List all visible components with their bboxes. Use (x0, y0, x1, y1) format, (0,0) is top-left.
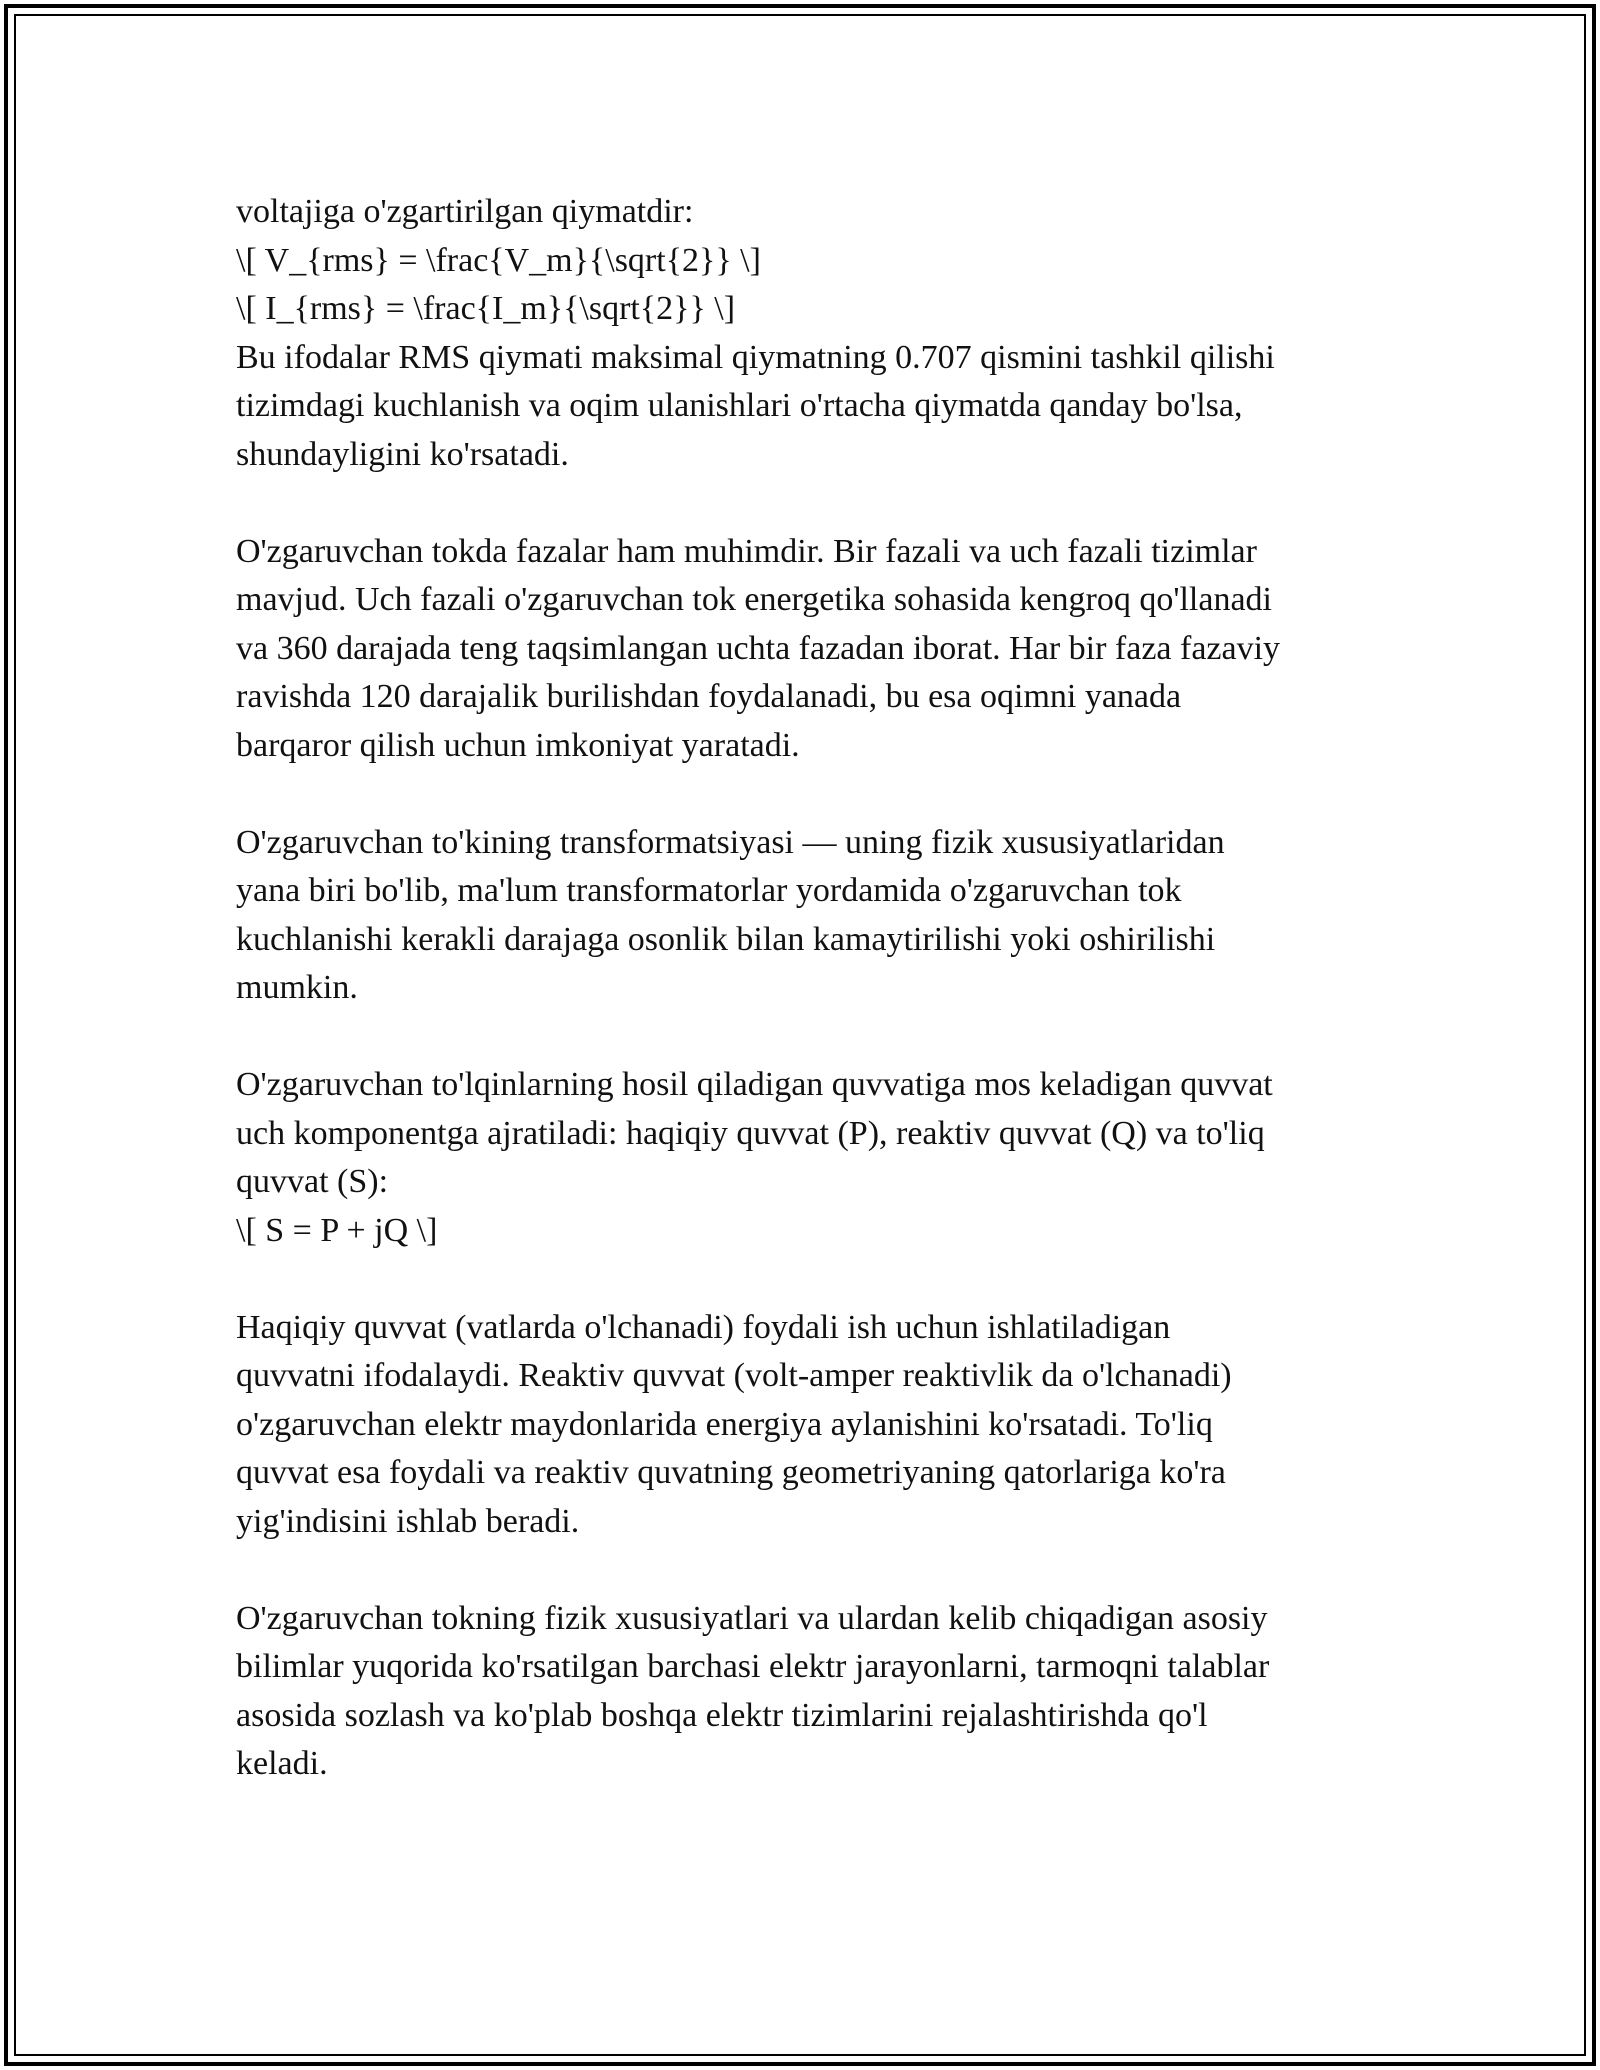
text-line: o'zgaruvchan elektr maydonlarida energiya aylanishini ko'rsatadi. To'liq (236, 1405, 1213, 1443)
paragraph (236, 1061, 1376, 1255)
text-line: \[ S = P + jQ \] (236, 1211, 438, 1249)
text-line: barqaror qilish uchun imkoniyat yaratadi. (236, 726, 800, 764)
text-line: mavjud. Uch fazali o'zgaruvchan tok energetika sohasida kengroq qo'llanadi (236, 581, 1272, 618)
text-line: mumkin. (236, 969, 358, 1006)
text-line: quvvatni ifodalaydi. Reaktiv quvvat (volt-amper reaktivlik da o'lchanadi) (236, 1357, 1232, 1394)
paragraph (236, 188, 1376, 479)
text-line: uch komponentga ajratiladi: haqiqiy quvvat (P), reaktiv quvvat (Q) va to'liq (236, 1114, 1265, 1152)
text-line: tizimdagi kuchlanish va oqim ulanishlari o'rtacha qiymatda qanday bo'lsa, (236, 387, 1243, 424)
paragraph (236, 1304, 1376, 1547)
text-line: Haqiqiy quvvat (vatlarda o'lchanadi) foydali ish uchun ishlatiladigan (236, 1308, 1171, 1346)
text-line: shundayligini ko'rsatadi. (236, 435, 569, 473)
document-body (236, 188, 1376, 1789)
text-line: bilimlar yuqorida ko'rsatilgan barchasi elektr jarayonlarni, tarmoqni talablar (236, 1648, 1270, 1685)
text-line: \[ I_{rms} = \frac{I_m}{\sqrt{2}} \] (236, 290, 736, 327)
text-line: O'zgaruvchan tokning fizik xususiyatlari va ulardan kelib chiqadigan asosiy (236, 1599, 1268, 1637)
paragraph (236, 819, 1376, 1013)
text-line: quvvat (S): (236, 1163, 389, 1200)
text-line: \[ V_{rms} = \frac{V_m}{\sqrt{2}} \] (236, 241, 761, 279)
text-line: yig'indisini ishlab beradi. (236, 1502, 580, 1540)
text-line: asosida sozlash va ko'plab boshqa elektr tizimlarini rejalashtirishda qo'l (236, 1696, 1208, 1734)
text-line: keladi. (236, 1745, 328, 1782)
text-line: voltajiga o'zgartirilgan qiymatdir: (236, 193, 694, 230)
text-line: va 360 darajada teng taqsimlangan uchta fazadan iborat. Har bir faza fazaviy (236, 629, 1281, 667)
text-line: O'zgaruvchan to'lqinlarning hosil qiladigan quvvatiga mos keladigan quvvat (236, 1066, 1273, 1103)
text-line: quvvat esa foydali va reaktiv quvatning geometriyaning qatorlariga ko'ra (236, 1454, 1226, 1491)
text-line: ravishda 120 darajalik burilishdan foydalanadi, bu esa oqimni yanada (236, 678, 1182, 715)
text-line: kuchlanishi kerakli darajaga osonlik bilan kamaytirilishi yoki oshirilishi (236, 920, 1216, 958)
paragraph (236, 528, 1376, 771)
paragraph (236, 1595, 1376, 1789)
text-line: O'zgaruvchan to'kining transformatsiyasi — uning fizik xususiyatlaridan (236, 823, 1225, 861)
text-line: yana biri bo'lib, ma'lum transformatorlar yordamida o'zgaruvchan tok (236, 872, 1182, 909)
text-line: O'zgaruvchan tokda fazalar ham muhimdir. Bir fazali va uch fazali tizimlar (236, 532, 1257, 570)
text-line: Bu ifodalar RMS qiymati maksimal qiymatning 0.707 qismini tashkil qilishi (236, 338, 1275, 376)
